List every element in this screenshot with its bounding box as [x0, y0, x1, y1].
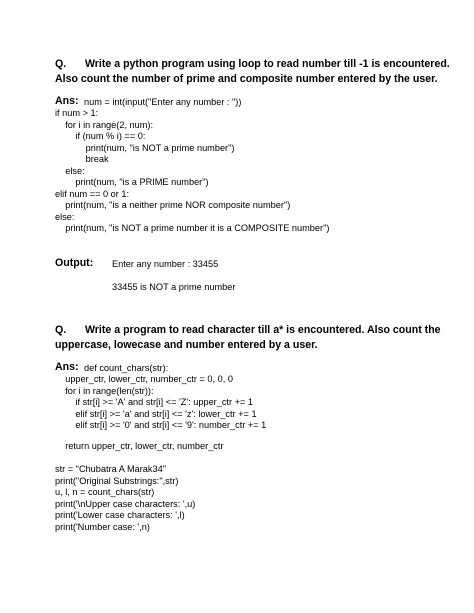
code-line: if str[i] >= 'A' and str[i] <= 'Z': upper_ctr += 1 [55, 397, 253, 407]
code-line: for i in range(len(str)): [55, 386, 154, 396]
code-line: print('Lower case characters: ',l) [55, 510, 185, 520]
code-line: elif str[i] >= '0' and str[i] <= '9': number_ctr += 1 [55, 420, 267, 430]
code-line: elif num == 0 or 1: [55, 189, 130, 199]
code-line: print(num, "is NOT a prime number") [55, 143, 235, 153]
code-line: str = "Chubatra A Marak34" [55, 464, 166, 474]
code-line: print('Number case: ',n) [55, 522, 150, 532]
code-line: return upper_ctr, lower_ctr, number_ctr [55, 441, 224, 451]
code-line: else: [55, 212, 75, 222]
code-line: print(num, "is a PRIME number") [55, 177, 209, 187]
q2-answer-label: Ans: [55, 361, 79, 373]
code-line: for i in range(2, num): [55, 120, 154, 130]
code-line: if num > 1: [55, 108, 99, 118]
code-line: def count_chars(str): [84, 363, 169, 373]
code-line: u, l, n = count_chars(str) [55, 487, 155, 497]
code-line: print('\nUpper case characters: ',u) [55, 499, 196, 509]
output-line: 33455 is NOT a prime number [112, 282, 236, 292]
code-line: if (num % i) == 0: [55, 131, 146, 141]
code-line: elif str[i] >= 'a' and str[i] <= 'z': lower_ctr += 1 [55, 409, 257, 419]
code-line: num = int(input("Enter any number : ")) [84, 97, 242, 107]
q2-question-line1: Write a program to read character till a* is encountered. Also count the [85, 324, 441, 336]
q2-label: Q. [55, 324, 67, 336]
code-line: print("Original Substrings:",str) [55, 476, 179, 486]
q1-output-label: Output: [55, 257, 94, 269]
q1-question-line2: Also count the number of prime and composite number entered by the user. [55, 73, 438, 85]
q2-question-line2: uppercase, lowecase and number entered by a user. [55, 339, 318, 351]
q1-label: Q. [55, 58, 67, 70]
q1-question-line1: Write a python program using loop to read number till -1 is encountered. [85, 58, 450, 70]
code-line: upper_ctr, lower_ctr, number_ctr = 0, 0, 0 [55, 374, 233, 384]
output-line: Enter any number : 33455 [112, 259, 219, 269]
code-line: print(num, "is NOT a prime number it is a COMPOSITE number") [55, 223, 330, 233]
code-line: print(num, "is a neither prime NOR composite number") [55, 200, 291, 210]
code-line: break [55, 154, 109, 164]
q1-answer-label: Ans: [55, 95, 79, 107]
code-line: else: [55, 166, 85, 176]
